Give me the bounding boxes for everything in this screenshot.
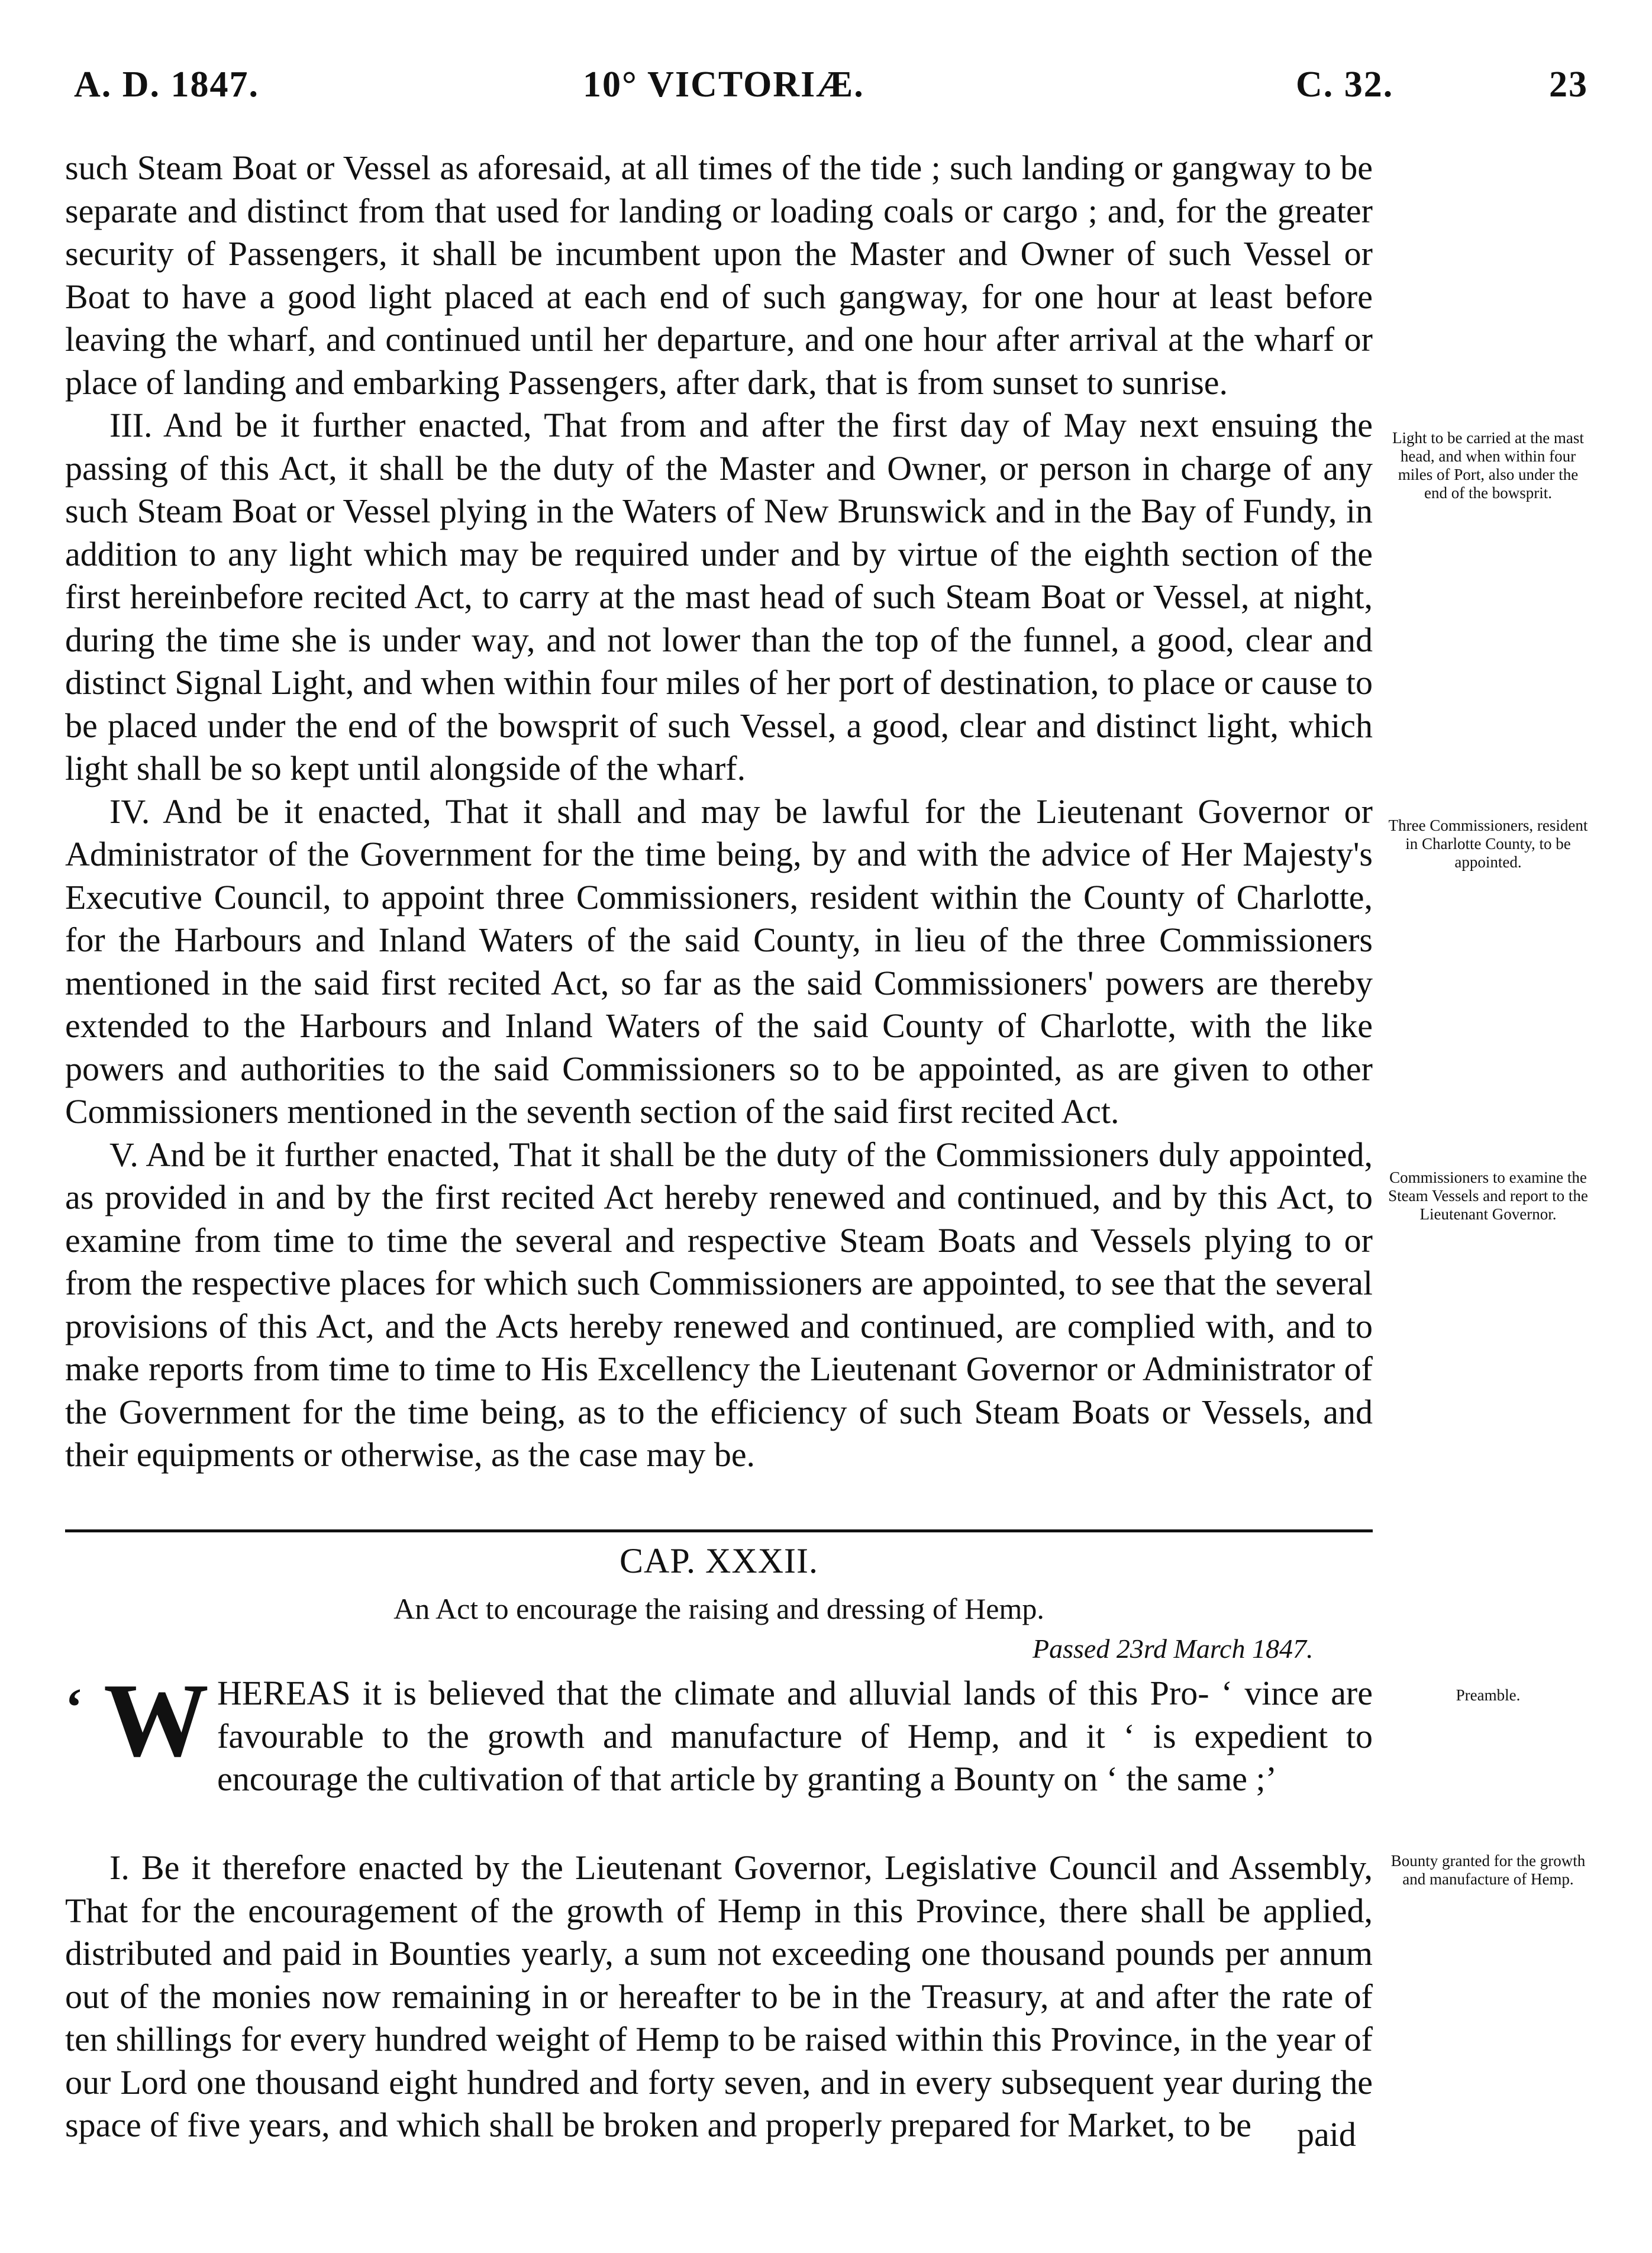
section-iv: IV. And be it enacted, That it shall and may be lawful for the Lieutenant Governor or Administrator of the Government for the time being, by and with the advice of Her Majesty's Executive Council, to appoint three Commissioners, resident within the County of Charlotte, for the Harbours and Inland Waters of the said County, in lieu of the three Commissioners mentioned in the said first recited Act, so far as the said Commissioners' powers are thereby extended to the Harbours and Inland Waters of the said County of Charlotte, with the like powers and authorities to the said Commissioners so to be appointed, as are given to other Commissioners mentioned in the seventh section of the said first recited Act. <box>65 792 1373 1131</box>
section-v: V. And be it further enacted, That it shall be the duty of the Commissioners duly appointed, as provided in and by the first recited Act hereby renewed and continued, and by this Act, to examine from time to time the several and respective Steam Boats and Vessels plying to or from the respective places for which such Commissioners are appointed, to see that the several provisions of this Act, and the Acts hereby renewed and continued, are complied with, and to make reports from time to time to His Excellency the Lieutenant Governor or Administrator of the Government for the time being, as to the efficiency of such Steam Boats or Vessels, and their equipments or otherwise, as the case may be. <box>65 1135 1373 1474</box>
margin-note-preamble: Preamble. <box>1456 1686 1521 1704</box>
margin-note-section-iv: Three Commissioners, resident in Charlotte County, to be appointed. <box>1388 816 1588 871</box>
section-iii: III. And be it further enacted, That from and after the first day of May next ensuing the passing of this Act, it shall be the duty of the Master and Owner, or person in charge of any such Steam Boat or Vessel plying in the Waters of New Brunswick and in the Bay of Fundy, in addition to any light which may be required under and by virtue of the eighth section of the first hereinbefore recited Act, to carry at the mast head of such Steam Boat or Vessel, at night, during the time she is under way, and not lower than the top of the funnel, a good, clear and distinct Signal Light, and when within four miles of her port of destination, to place or cause to be placed under the end of the bowsprit of such Vessel, a good, clear and distinct light, which light shall be so kept until alongside of the wharf. <box>65 406 1373 787</box>
preamble-paragraph <box>104 1661 1373 1801</box>
margin-note-section-v: Commissioners to examine the Steam Vessels and report to the Lieutenant Governor. <box>1388 1169 1588 1223</box>
header-year: A. D. 1847. <box>74 64 260 105</box>
preamble-text: HEREAS it is believed that the climate and alluvial lands of this Pro- ‘ vince are favourable to the growth and manufacture of Hemp, and it ‘ is expedient to encourage the cultivation of that article by granting a Bounty on ‘ the same ;’ <box>217 1674 1373 1798</box>
margin-note-section-i: Bounty granted for the growth and manufacture of Hemp. <box>1390 1852 1586 1888</box>
header-page-number: 23 <box>1549 64 1588 105</box>
chapter-divider-rule <box>65 1529 1373 1532</box>
header-chapter: C. 32. <box>1296 64 1394 105</box>
margin-note-section-iii: Light to be carried at the mast head, and when within four miles of Port, also under the end of the bowsprit. <box>1392 429 1584 502</box>
catchword: paid <box>1297 2115 1356 2154</box>
section-i-block <box>65 1847 1373 2147</box>
opening-quote-mark: ‘ <box>65 1678 83 1736</box>
section-i: I. Be it therefore enacted by the Lieutenant Governor, Legislative Council and Assembly, That for the encouragement of the growth of Hemp in this Province, there shall be applied, distributed and paid in Bounties yearly, a sum not exceeding one thousand pounds per annum out of the monies now remaining in or hereafter to be in the Treasury, at and after the rate of ten shillings for every hundred weight of Hemp to be raised within this Province, in the year of our Lord one thousand eight hundred and forty seven, and in every subsequent year during the space of five years, and which shall be broken and properly prepared for Market, to be <box>65 1848 1373 2144</box>
drop-cap-initial: W <box>104 1661 209 1778</box>
passed-date: Passed 23rd March 1847. <box>1032 1634 1314 1664</box>
continuation-paragraph: such Steam Boat or Vessel as aforesaid, at all times of the tide ; such landing or gangway to be separate and distinct from that used for landing or loading coals or cargo ; and, for the greater security of Passengers, it shall be incumbent upon the Master and Owner of such Vessel or Boat to have a good light placed at each end of such gangway, for one hour at least before leaving the wharf, and continued until her departure, and one hour after arrival at the wharf or place of landing and embarking Passengers, after dark, that is from sunset to sunrise. <box>65 149 1373 402</box>
chapter-description: An Act to encourage the raising and dressing of Hemp. <box>393 1592 1044 1625</box>
main-text <box>65 147 1373 1477</box>
chapter-title: CAP. XXXII. <box>619 1541 819 1580</box>
header-reign: 10° VICTORIÆ. <box>583 64 864 105</box>
